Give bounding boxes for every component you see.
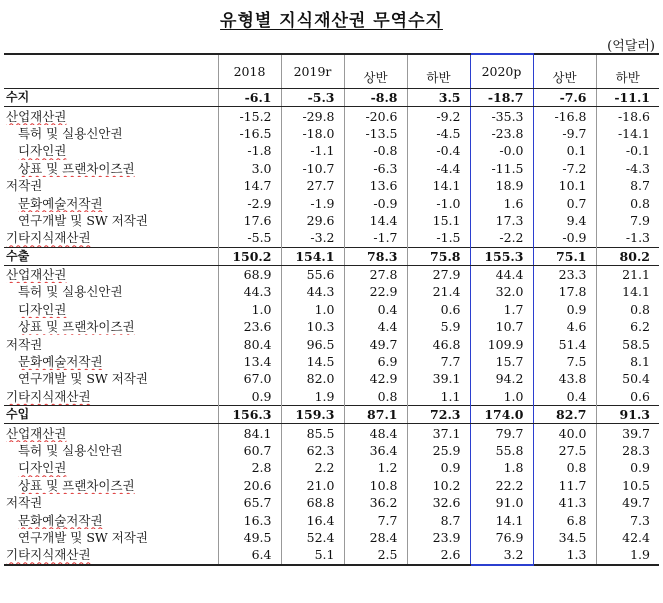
header-2019r: 2019r — [281, 54, 344, 89]
cell-value: 0.6 — [407, 301, 470, 318]
cell-value: 36.4 — [344, 442, 407, 459]
cell-value: 22.2 — [470, 477, 533, 494]
cell-value: 10.3 — [281, 318, 344, 335]
cell-value: 25.9 — [407, 442, 470, 459]
table-row — [4, 194, 659, 211]
header-2020-h2: 하반 — [596, 54, 659, 89]
cell-value: 14.1 — [596, 283, 659, 300]
cell-value: 75.8 — [407, 247, 470, 265]
cell-value: 6.2 — [596, 318, 659, 335]
cell-value: -1.8 — [218, 142, 281, 159]
cell-value: -20.6 — [344, 107, 407, 125]
cell-value: 55.8 — [470, 442, 533, 459]
cell-value: 14.7 — [218, 177, 281, 194]
row-label: 특허 및 실용신안권 — [18, 443, 123, 458]
cell-value: 49.7 — [596, 494, 659, 511]
cell-value: 6.8 — [533, 511, 596, 528]
cell-value: 78.3 — [344, 247, 407, 265]
cell-value: 39.7 — [596, 424, 659, 442]
cell-value: 15.7 — [470, 353, 533, 370]
cell-value: 10.1 — [533, 177, 596, 194]
total-row — [4, 89, 659, 107]
cell-value: 1.9 — [596, 546, 659, 564]
cell-value: 109.9 — [470, 335, 533, 352]
cell-value: -2.2 — [470, 229, 533, 247]
row-label: 디자인권 — [18, 301, 67, 317]
cell-value: 27.7 — [281, 177, 344, 194]
cell-value: 52.4 — [281, 529, 344, 546]
cell-value: 84.1 — [218, 424, 281, 442]
cell-value: 6.9 — [344, 353, 407, 370]
header-2019-h1: 상반 — [344, 54, 407, 89]
cell-value: 2.6 — [407, 546, 470, 564]
cell-value: 3.2 — [470, 546, 533, 564]
cell-value: 7.7 — [407, 353, 470, 370]
cell-value: 0.4 — [533, 388, 596, 406]
cell-value: 17.6 — [218, 212, 281, 229]
header-2020-h1: 상반 — [533, 54, 596, 89]
cell-value: 16.3 — [218, 511, 281, 528]
cell-value: -18.6 — [596, 107, 659, 125]
cell-value: 85.5 — [281, 424, 344, 442]
cell-value: 1.1 — [407, 388, 470, 406]
row-label: 상표 및 프랜차이즈권 — [18, 477, 135, 493]
cell-value: 3.0 — [218, 160, 281, 177]
header-row — [4, 54, 659, 89]
cell-value: 27.5 — [533, 442, 596, 459]
cell-value: -16.8 — [533, 107, 596, 125]
cell-value: 7.3 — [596, 511, 659, 528]
cell-value: 10.2 — [407, 477, 470, 494]
cell-value: 14.1 — [407, 177, 470, 194]
cell-value: 156.3 — [218, 406, 281, 424]
cell-value: 82.0 — [281, 370, 344, 387]
cell-value: -18.7 — [470, 89, 533, 107]
cell-value: 21.4 — [407, 283, 470, 300]
cell-value: 82.7 — [533, 406, 596, 424]
cell-value: 1.0 — [470, 388, 533, 406]
table-row — [4, 177, 659, 194]
cell-value: 23.9 — [407, 529, 470, 546]
cell-value: -29.8 — [281, 107, 344, 125]
cell-value: 2.8 — [218, 459, 281, 476]
cell-value: -4.4 — [407, 160, 470, 177]
cell-value: 0.8 — [533, 459, 596, 476]
cell-value: 20.6 — [218, 477, 281, 494]
cell-value: 44.3 — [218, 283, 281, 300]
cell-value: 32.0 — [470, 283, 533, 300]
table-row — [4, 318, 659, 335]
cell-value: 76.9 — [470, 529, 533, 546]
cell-value: 159.3 — [281, 406, 344, 424]
cell-value: 2.2 — [281, 459, 344, 476]
cell-value: -0.9 — [533, 229, 596, 247]
trade-balance-table — [4, 53, 659, 566]
cell-value: -1.9 — [281, 194, 344, 211]
cell-value: 79.7 — [470, 424, 533, 442]
cell-value: -8.8 — [344, 89, 407, 107]
cell-value: 42.4 — [596, 529, 659, 546]
cell-value: 1.2 — [344, 459, 407, 476]
cell-value: -5.3 — [281, 89, 344, 107]
cell-value: 3.5 — [407, 89, 470, 107]
cell-value: 29.6 — [281, 212, 344, 229]
table-row — [4, 459, 659, 476]
cell-value: 154.1 — [281, 247, 344, 265]
cell-value: -0.8 — [344, 142, 407, 159]
cell-value: 96.5 — [281, 335, 344, 352]
cell-value: -1.5 — [407, 229, 470, 247]
row-label: 상표 및 프랜차이즈권 — [18, 319, 135, 335]
row-label: 산업재산권 — [6, 108, 67, 124]
table-row — [4, 494, 659, 511]
cell-value: -6.3 — [344, 160, 407, 177]
page-title: 유형별 지식재산권 무역수지 — [220, 11, 443, 31]
cell-value: 1.9 — [281, 388, 344, 406]
table-row — [4, 529, 659, 546]
cell-value: -3.2 — [281, 229, 344, 247]
cell-value: 0.8 — [344, 388, 407, 406]
cell-value: 5.9 — [407, 318, 470, 335]
cell-value: 60.7 — [218, 442, 281, 459]
cell-value: 6.4 — [218, 546, 281, 564]
cell-value: 14.1 — [470, 511, 533, 528]
cell-value: 80.2 — [596, 247, 659, 265]
cell-value: 7.5 — [533, 353, 596, 370]
cell-value: 55.6 — [281, 265, 344, 283]
cell-value: 10.8 — [344, 477, 407, 494]
row-label: 수출 — [4, 247, 218, 265]
cell-value: 1.6 — [470, 194, 533, 211]
header-2019-h2: 하반 — [407, 54, 470, 89]
cell-value: 155.3 — [470, 247, 533, 265]
cell-value: -1.7 — [344, 229, 407, 247]
cell-value: 42.9 — [344, 370, 407, 387]
cell-value: 37.1 — [407, 424, 470, 442]
cell-value: 94.2 — [470, 370, 533, 387]
cell-value: -23.8 — [470, 125, 533, 142]
row-label: 수입 — [4, 406, 218, 424]
cell-value: 15.1 — [407, 212, 470, 229]
cell-value: 18.9 — [470, 177, 533, 194]
table-row — [4, 442, 659, 459]
cell-value: 1.3 — [533, 546, 596, 564]
cell-value: -9.7 — [533, 125, 596, 142]
cell-value: 75.1 — [533, 247, 596, 265]
total-row — [4, 247, 659, 265]
cell-value: 32.6 — [407, 494, 470, 511]
cell-value: 39.1 — [407, 370, 470, 387]
cell-value: 91.3 — [596, 406, 659, 424]
cell-value: -11.1 — [596, 89, 659, 107]
cell-value: -1.3 — [596, 229, 659, 247]
cell-value: 44.3 — [281, 283, 344, 300]
cell-value: -4.5 — [407, 125, 470, 142]
row-label: 산업재산권 — [6, 425, 67, 441]
table-row — [4, 546, 659, 564]
cell-value: 28.4 — [344, 529, 407, 546]
table-row — [4, 388, 659, 406]
cell-value: 17.3 — [470, 212, 533, 229]
cell-value: 11.7 — [533, 477, 596, 494]
table-row — [4, 142, 659, 159]
table-row — [4, 511, 659, 528]
row-label: 상표 및 프랜차이즈권 — [18, 160, 135, 176]
row-label: 산업재산권 — [6, 267, 67, 283]
cell-value: 34.5 — [533, 529, 596, 546]
row-label: 수지 — [4, 89, 218, 107]
cell-value: 0.7 — [533, 194, 596, 211]
cell-value: 13.4 — [218, 353, 281, 370]
cell-value: -9.2 — [407, 107, 470, 125]
table-row — [4, 424, 659, 442]
row-label: 특허 및 실용신안권 — [18, 125, 123, 141]
table-row — [4, 107, 659, 125]
cell-value: 48.4 — [344, 424, 407, 442]
cell-value: 23.3 — [533, 265, 596, 283]
cell-value: 80.4 — [218, 335, 281, 352]
row-label: 디자인권 — [18, 460, 67, 476]
cell-value: 10.5 — [596, 477, 659, 494]
cell-value: 21.1 — [596, 265, 659, 283]
table-row — [4, 229, 659, 247]
table-row — [4, 283, 659, 300]
cell-value: -11.5 — [470, 160, 533, 177]
cell-value: 28.3 — [596, 442, 659, 459]
cell-value: 44.4 — [470, 265, 533, 283]
cell-value: -35.3 — [470, 107, 533, 125]
cell-value: -0.0 — [470, 142, 533, 159]
cell-value: 21.0 — [281, 477, 344, 494]
cell-value: 9.4 — [533, 212, 596, 229]
table-row — [4, 265, 659, 283]
cell-value: 16.4 — [281, 511, 344, 528]
cell-value: 8.7 — [596, 177, 659, 194]
cell-value: 91.0 — [470, 494, 533, 511]
table-row — [4, 212, 659, 229]
cell-value: -16.5 — [218, 125, 281, 142]
cell-value: 0.1 — [533, 142, 596, 159]
cell-value: -6.1 — [218, 89, 281, 107]
cell-value: 0.8 — [596, 194, 659, 211]
cell-value: 27.8 — [344, 265, 407, 283]
header-2018: 2018 — [218, 54, 281, 89]
row-label: 연구개발 및 SW 저작권 — [18, 212, 148, 228]
cell-value: -14.1 — [596, 125, 659, 142]
cell-value: 7.7 — [344, 511, 407, 528]
table-row — [4, 160, 659, 177]
cell-value: 87.1 — [344, 406, 407, 424]
cell-value: -1.0 — [407, 194, 470, 211]
cell-value: 50.4 — [596, 370, 659, 387]
table-row — [4, 301, 659, 318]
cell-value: 49.7 — [344, 335, 407, 352]
cell-value: 4.6 — [533, 318, 596, 335]
cell-value: 1.0 — [281, 301, 344, 318]
cell-value: 46.8 — [407, 335, 470, 352]
cell-value: 8.1 — [596, 353, 659, 370]
cell-value: 1.8 — [470, 459, 533, 476]
cell-value: 40.0 — [533, 424, 596, 442]
cell-value: 49.5 — [218, 529, 281, 546]
cell-value: 65.7 — [218, 494, 281, 511]
cell-value: 1.0 — [218, 301, 281, 318]
row-label: 저작권 — [6, 178, 43, 194]
cell-value: 5.1 — [281, 546, 344, 564]
cell-value: 23.6 — [218, 318, 281, 335]
cell-value: 14.4 — [344, 212, 407, 229]
cell-value: 4.4 — [344, 318, 407, 335]
cell-value: 0.9 — [596, 459, 659, 476]
cell-value: 72.3 — [407, 406, 470, 424]
cell-value: 7.9 — [596, 212, 659, 229]
cell-value: 150.2 — [218, 247, 281, 265]
cell-value: 51.4 — [533, 335, 596, 352]
cell-value: -15.2 — [218, 107, 281, 125]
cell-value: 1.7 — [470, 301, 533, 318]
unit-label: (억달러) — [607, 39, 655, 54]
cell-value: 0.9 — [407, 459, 470, 476]
cell-value: 17.8 — [533, 283, 596, 300]
row-label: 기타지식재산권 — [6, 388, 91, 404]
row-label: 문화예술저작권 — [18, 354, 103, 370]
cell-value: 41.3 — [533, 494, 596, 511]
cell-value: 58.5 — [596, 335, 659, 352]
cell-value: 0.9 — [533, 301, 596, 318]
cell-value: -0.4 — [407, 142, 470, 159]
cell-value: 174.0 — [470, 406, 533, 424]
cell-value: -4.3 — [596, 160, 659, 177]
header-2020p: 2020p — [470, 54, 533, 89]
total-row — [4, 406, 659, 424]
cell-value: 68.9 — [218, 265, 281, 283]
cell-value: 67.0 — [218, 370, 281, 387]
row-label: 기타지식재산권 — [4, 546, 218, 564]
row-label: 문화예술저작권 — [18, 195, 103, 211]
row-label: 특허 및 실용신안권 — [18, 284, 123, 300]
cell-value: -0.1 — [596, 142, 659, 159]
cell-value: 14.5 — [281, 353, 344, 370]
header-label — [4, 54, 218, 89]
table-row — [4, 477, 659, 494]
row-label: 기타지식재산권 — [6, 230, 91, 246]
cell-value: 13.6 — [344, 177, 407, 194]
cell-value: -1.1 — [281, 142, 344, 159]
cell-value: -18.0 — [281, 125, 344, 142]
cell-value: 0.4 — [344, 301, 407, 318]
cell-value: 10.7 — [470, 318, 533, 335]
row-label: 저작권 — [6, 495, 43, 511]
row-label: 연구개발 및 SW 저작권 — [18, 529, 148, 545]
row-label: 문화예술저작권 — [18, 512, 103, 528]
cell-value: 2.5 — [344, 546, 407, 564]
cell-value: 0.6 — [596, 388, 659, 406]
row-label: 디자인권 — [18, 143, 67, 159]
cell-value: -13.5 — [344, 125, 407, 142]
cell-value: -0.9 — [344, 194, 407, 211]
table-row — [4, 370, 659, 387]
cell-value: 0.9 — [218, 388, 281, 406]
cell-value: -7.6 — [533, 89, 596, 107]
cell-value: -2.9 — [218, 194, 281, 211]
cell-value: 36.2 — [344, 494, 407, 511]
table-row — [4, 353, 659, 370]
cell-value: -10.7 — [281, 160, 344, 177]
cell-value: 27.9 — [407, 265, 470, 283]
cell-value: 0.8 — [596, 301, 659, 318]
cell-value: -7.2 — [533, 160, 596, 177]
row-label: 저작권 — [6, 336, 43, 352]
cell-value: 22.9 — [344, 283, 407, 300]
cell-value: 68.8 — [281, 494, 344, 511]
row-label: 연구개발 및 SW 저작권 — [18, 371, 148, 387]
cell-value: 62.3 — [281, 442, 344, 459]
cell-value: 43.8 — [533, 370, 596, 387]
table-row — [4, 125, 659, 142]
cell-value: 8.7 — [407, 511, 470, 528]
cell-value: -5.5 — [218, 229, 281, 247]
table-row — [4, 335, 659, 352]
